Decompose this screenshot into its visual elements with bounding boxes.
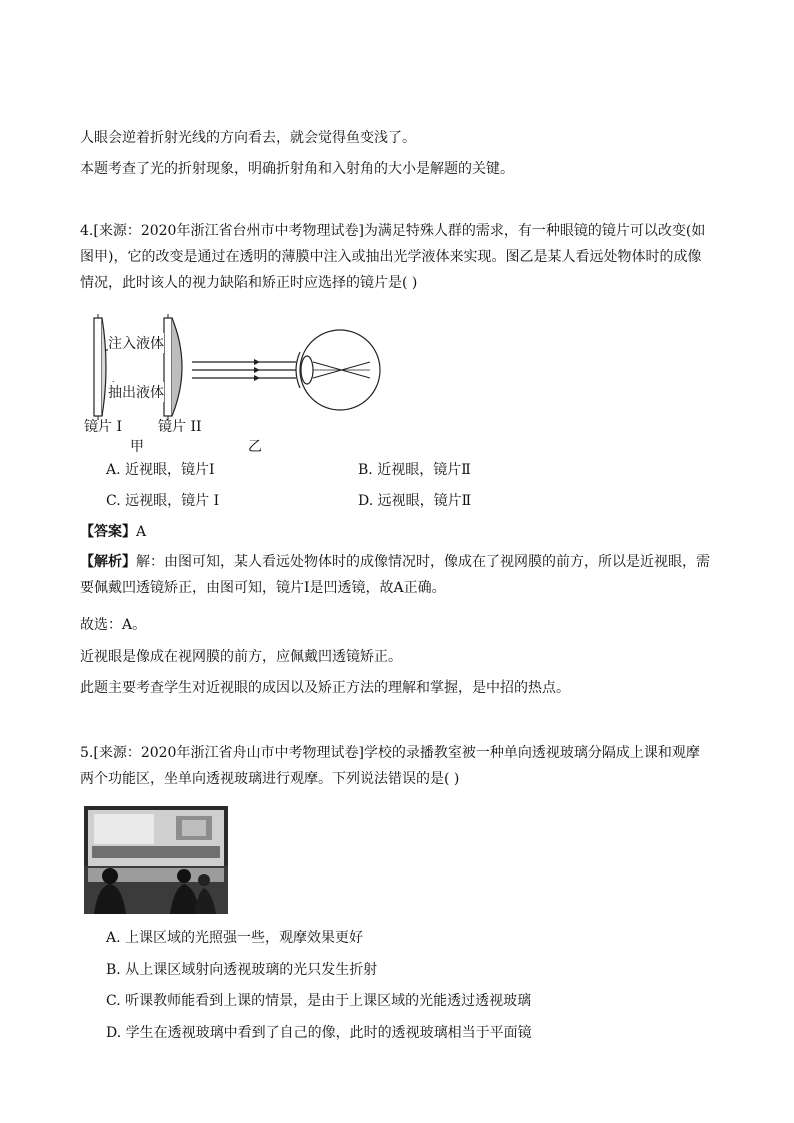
answer-tag: 【答案】 <box>80 524 136 540</box>
light-rays <box>192 359 296 381</box>
extract-label: 抽出液体 <box>108 382 164 402</box>
q5-option-b: B. 从上课区域射向透视玻璃的光只发生折射 <box>106 962 378 978</box>
q4-option-b: B. 近视眼，镜片Ⅱ <box>358 462 471 478</box>
q4-note-1: 近视眼是像成在视网膜的前方，应佩戴凹透镜矫正。 <box>80 649 402 665</box>
figure-b-label: 乙 <box>248 439 262 455</box>
lens-2-diagram <box>164 314 182 420</box>
answer-value: A <box>136 524 147 540</box>
figure-a-label: 甲 <box>130 439 144 455</box>
q4-answer <box>80 522 146 542</box>
q5-stem: 5.[来源：2020年浙江省舟山市中考物理试卷]学校的录播教室被一种单向透视玻璃分隔成上课和观摩两个功能区，坐单向透视玻璃进行观摩。下列说法错误的是( ) <box>80 745 700 787</box>
classroom-photo <box>84 806 228 914</box>
q4-choose: 故选：A。 <box>80 617 147 633</box>
q4-stem: 4.[来源：2020年浙江省台州市中考物理试卷]为满足特殊人群的需求，有一种眼镜的镜片可以改变(如图甲)，它的改变是通过在透明的薄膜中注入或抽出光学液体来实现。图乙是某人看远处物体时的成像情况，此时该人的视力缺陷和矫正时应选择的镜片是( ) <box>80 223 706 291</box>
q4-analysis <box>80 549 712 601</box>
intro-line-2: 本题考查了光的折射现象，明确折射角和入射角的大小是解题的关键。 <box>80 161 514 177</box>
intro-line-1: 人眼会逆着折射光线的方向看去，就会觉得鱼变浅了。 <box>80 130 416 146</box>
lens-2-label: 镜片 II <box>158 419 202 435</box>
q4-option-d: D. 远视眼，镜片Ⅱ <box>358 493 472 509</box>
inject-label: 注入液体 <box>108 333 164 353</box>
q5-option-d: D. 学生在透视玻璃中看到了自己的像，此时的透视玻璃相当于平面镜 <box>106 1025 532 1041</box>
q5-option-c: C. 听课教师能看到上课的情景，是由于上课区域的光能透过透视玻璃 <box>106 993 532 1009</box>
q4-option-a: A. 近视眼，镜片Ⅰ <box>106 462 215 478</box>
lens-1-label: 镜片 I <box>84 419 122 435</box>
q4-option-c: C. 远视眼，镜片 I <box>106 493 220 509</box>
eye-diagram <box>296 330 380 410</box>
analysis-tag: 【解析】 <box>80 554 136 570</box>
lens-1-diagram <box>94 314 106 420</box>
analysis-text: 解：由图可知，某人看远处物体时的成像情况时，像成在了视网膜的前方，所以是近视眼，需要佩戴凹透镜矫正，由图可知，镜片Ⅰ是凹透镜，故A正确。 <box>80 554 710 596</box>
q4-note-2: 此题主要考查学生对近视眼的成因以及矫正方法的理解和掌握，是中招的热点。 <box>80 680 570 696</box>
q5-option-a: A. 上课区域的光照强一些，观摩效果更好 <box>106 930 364 946</box>
